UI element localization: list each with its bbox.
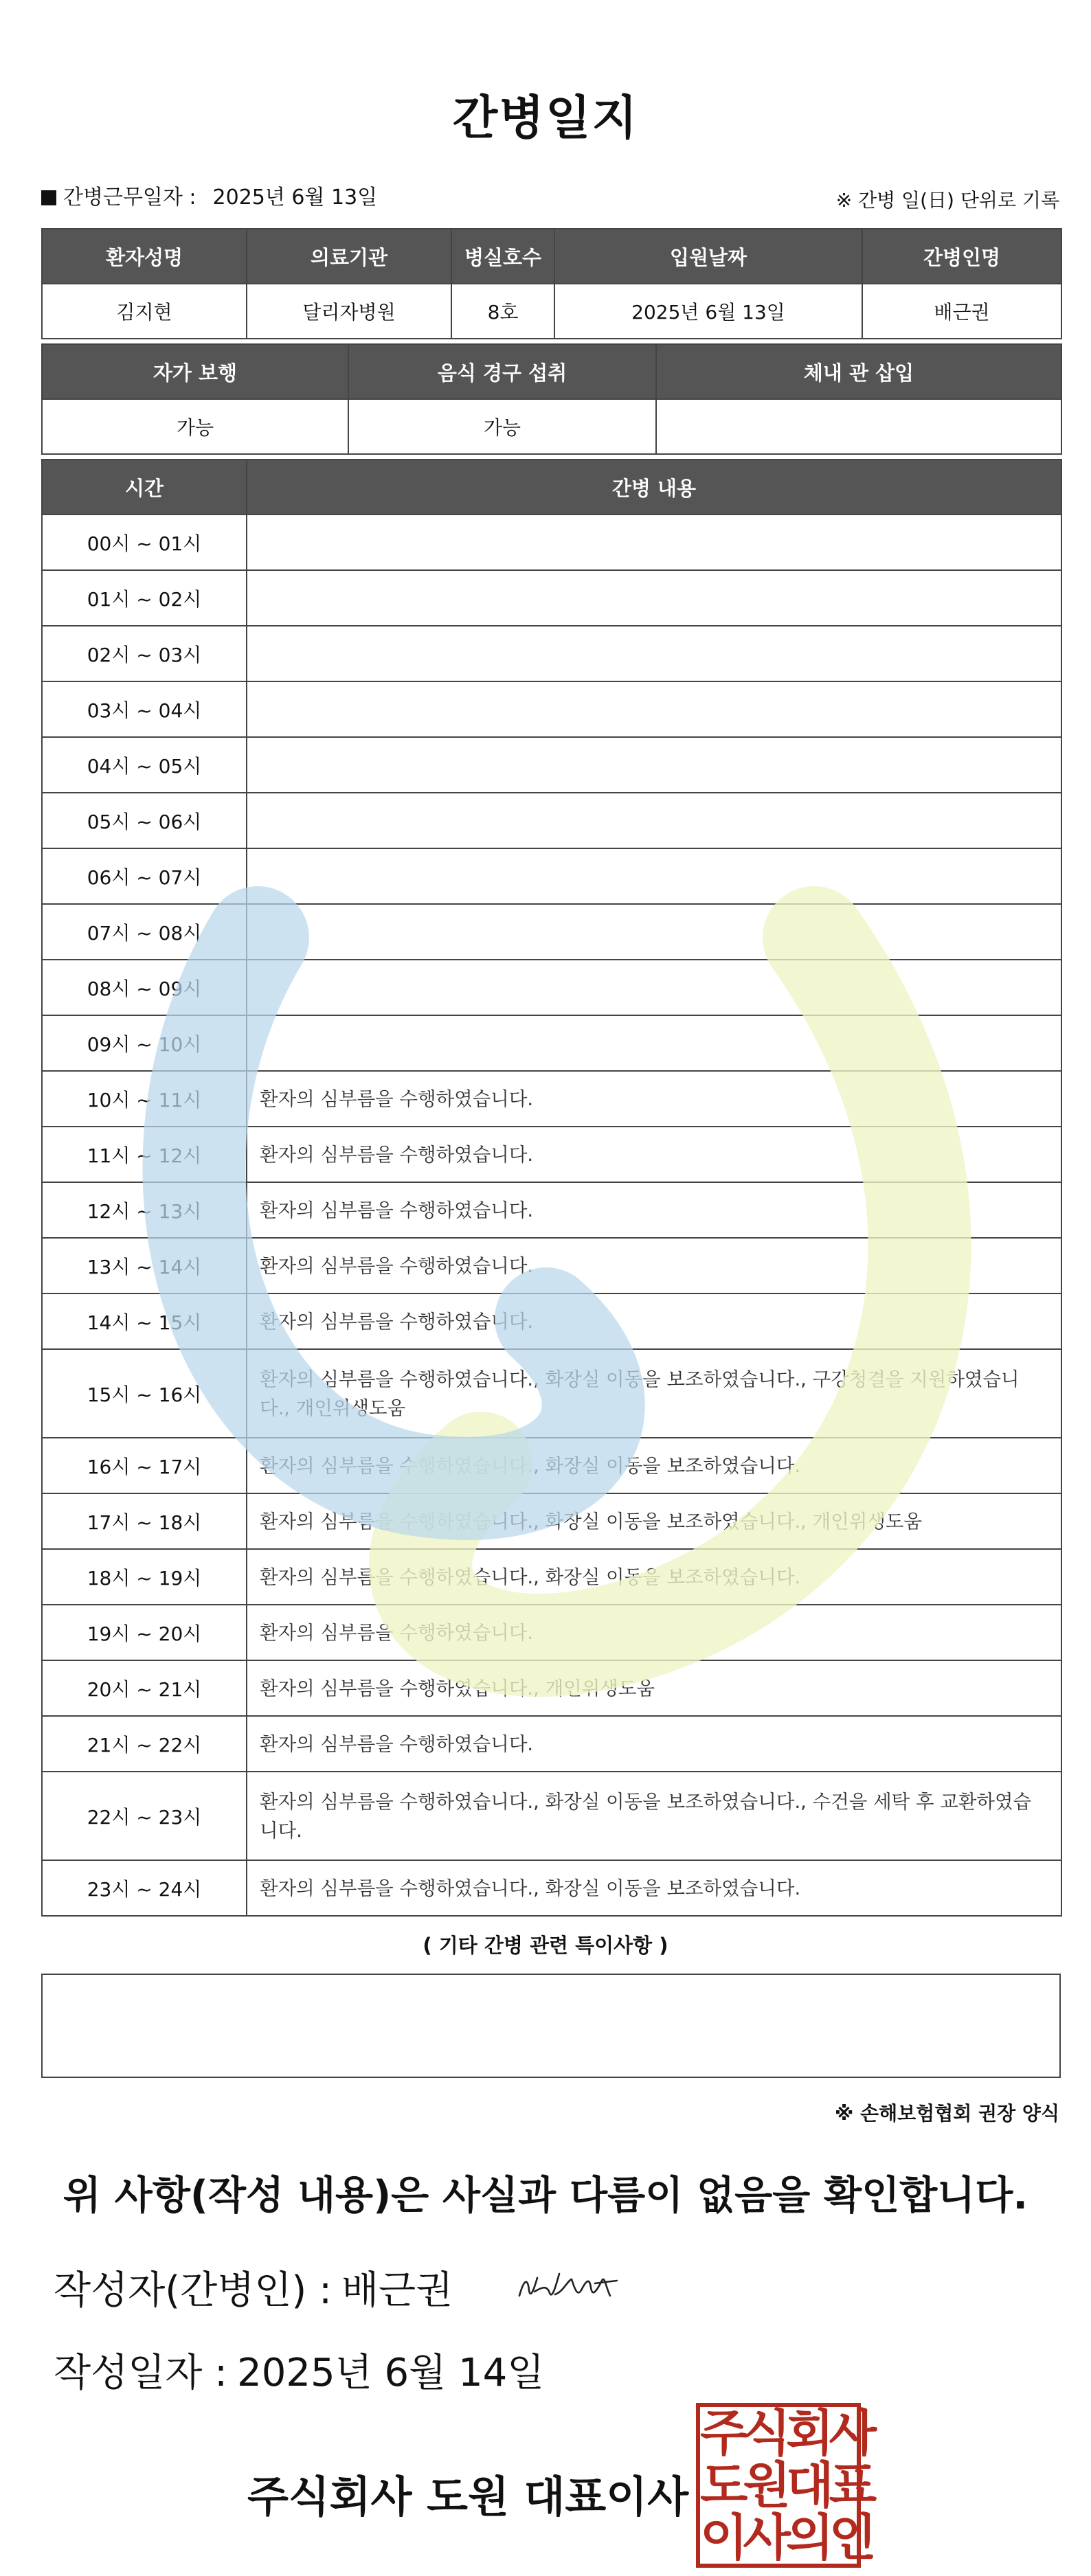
remarks-box: [41, 1974, 1061, 2078]
care-content: 환자의 심부름을 수행하였습니다., 화장실 이동을 보조하였습니다., 구강청결을 지원하였습니다., 개인위생도움: [247, 1349, 1061, 1438]
header-time: 시간: [42, 460, 247, 515]
care-content: 환자의 심부름을 수행하였습니다., 화장실 이동을 보조하였습니다.: [247, 1438, 1061, 1493]
time-slot: 07시 ~ 08시: [42, 904, 247, 960]
care-content: [247, 626, 1061, 681]
care-content: 환자의 심부름을 수행하였습니다.: [247, 1716, 1061, 1772]
capability-header-row: [42, 344, 1061, 399]
admission-date: 2025년 6월 13일: [554, 284, 862, 339]
writer-line: [54, 2260, 453, 2315]
record-unit-note: ※ 간병 일(日) 단위로 기록: [835, 189, 1059, 212]
time-slot: 01시 ~ 02시: [42, 570, 247, 626]
log-row: [42, 1605, 1061, 1660]
time-slot: 12시 ~ 13시: [42, 1182, 247, 1238]
care-content: [247, 904, 1061, 960]
care-content: [247, 737, 1061, 793]
log-row: [42, 1438, 1061, 1493]
log-header-row: [42, 460, 1061, 515]
time-slot: 00시 ~ 01시: [42, 515, 247, 570]
time-slot: 17시 ~ 18시: [42, 1493, 247, 1549]
log-row: [42, 793, 1061, 848]
log-row: [42, 1549, 1061, 1605]
header-caregiver-name: 간병인명: [862, 229, 1061, 284]
time-slot: 08시 ~ 09시: [42, 960, 247, 1015]
patient-header-row: [42, 229, 1061, 284]
care-content: 환자의 심부름을 수행하였습니다., 화장실 이동을 보조하였습니다.: [247, 1549, 1061, 1605]
log-row: [42, 960, 1061, 1015]
log-row: [42, 1127, 1061, 1182]
signature-image: [514, 2260, 631, 2315]
seal-line: 도원대표: [700, 2456, 873, 2514]
log-row: [42, 1238, 1061, 1293]
time-slot: 09시 ~ 10시: [42, 1015, 247, 1071]
care-content: 환자의 심부름을 수행하였습니다.: [247, 1127, 1061, 1182]
header-self-walking: 자가 보행: [42, 344, 348, 399]
patient-name: 김지현: [42, 284, 247, 339]
time-slot: 21시 ~ 22시: [42, 1716, 247, 1772]
patient-capability-table: [41, 343, 1062, 455]
log-row: [42, 570, 1061, 626]
care-content: [247, 570, 1061, 626]
time-slot: 13시 ~ 14시: [42, 1238, 247, 1293]
log-row: [42, 1293, 1061, 1349]
log-row: [42, 1349, 1061, 1438]
care-content: 환자의 심부름을 수행하였습니다., 개인위생도움: [247, 1660, 1061, 1716]
header-room: 병실호수: [451, 229, 554, 284]
company-seal-stamp: [696, 2403, 873, 2568]
time-slot: 04시 ~ 05시: [42, 737, 247, 793]
header-patient-name: 환자성명: [42, 229, 247, 284]
written-date-value: 2025년 6월 14일: [237, 2351, 545, 2395]
care-content: 환자의 심부름을 수행하였습니다., 화장실 이동을 보조하였습니다., 개인위생도움: [247, 1493, 1061, 1549]
confirmation-statement: 위 사항(작성 내용)은 사실과 다름이 없음을 확인합니다.: [63, 2173, 1028, 2218]
log-row: [42, 904, 1061, 960]
log-row: [42, 515, 1061, 570]
header-admission-date: 입원날짜: [554, 229, 862, 284]
care-content: 환자의 심부름을 수행하였습니다.: [247, 1293, 1061, 1349]
care-content: 환자의 심부름을 수행하였습니다.: [247, 1071, 1061, 1127]
care-log-table: [41, 459, 1062, 1917]
self-walking-value: 가능: [42, 399, 348, 454]
work-date-value: 2025년 6월 13일: [212, 185, 378, 210]
log-row: [42, 1015, 1061, 1071]
log-row: [42, 1182, 1061, 1238]
log-row: [42, 681, 1061, 737]
log-row: [42, 1860, 1061, 1916]
log-row: [42, 1660, 1061, 1716]
hospital-name: 달리자병원: [247, 284, 451, 339]
work-date: [41, 180, 377, 210]
writer-label: 작성자(간병인) :: [54, 2268, 332, 2313]
company-representative: 주식회사 도원 대표이사: [247, 2472, 689, 2522]
seal-line: 이사의인: [700, 2509, 873, 2566]
time-slot: 16시 ~ 17시: [42, 1438, 247, 1493]
care-content: [247, 848, 1061, 904]
header-hospital: 의료기관: [247, 229, 451, 284]
time-slot: 06시 ~ 07시: [42, 848, 247, 904]
time-slot: 15시 ~ 16시: [42, 1349, 247, 1438]
time-slot: 10시 ~ 11시: [42, 1071, 247, 1127]
time-slot: 05시 ~ 06시: [42, 793, 247, 848]
writer-name: 배근권: [341, 2268, 453, 2313]
document-title: 간병일지: [452, 91, 639, 146]
care-content: [247, 793, 1061, 848]
square-bullet-icon: [41, 190, 56, 205]
written-date-label: 작성일자 :: [54, 2351, 228, 2395]
recommended-form-note: ※ 손해보험협회 권장 양식: [835, 2102, 1059, 2125]
remarks-heading: ( 기타 간병 관련 특이사항 ): [423, 1934, 668, 1957]
header-tube-insertion: 체내 관 삽입: [656, 344, 1061, 399]
time-slot: 19시 ~ 20시: [42, 1605, 247, 1660]
time-slot: 11시 ~ 12시: [42, 1127, 247, 1182]
log-row: [42, 848, 1061, 904]
header-oral-intake: 음식 경구 섭취: [348, 344, 656, 399]
log-row: [42, 1716, 1061, 1772]
time-slot: 18시 ~ 19시: [42, 1549, 247, 1605]
work-date-label: 간병근무일자 :: [63, 185, 196, 210]
oral-intake-value: 가능: [348, 399, 656, 454]
patient-info-table: [41, 228, 1062, 339]
log-row: [42, 1772, 1061, 1860]
time-slot: 03시 ~ 04시: [42, 681, 247, 737]
caregiver-name: 배근권: [862, 284, 1061, 339]
room-number: 8호: [451, 284, 554, 339]
time-slot: 14시 ~ 15시: [42, 1293, 247, 1349]
patient-value-row: [42, 284, 1061, 339]
capability-value-row: [42, 399, 1061, 454]
log-row: [42, 1071, 1061, 1127]
care-content: 환자의 심부름을 수행하였습니다.: [247, 1238, 1061, 1293]
care-content: 환자의 심부름을 수행하였습니다.: [247, 1605, 1061, 1660]
seal-line: 주식회사: [700, 2404, 873, 2462]
care-content: 환자의 심부름을 수행하였습니다., 화장실 이동을 보조하였습니다.: [247, 1860, 1061, 1916]
care-content: 환자의 심부름을 수행하였습니다., 화장실 이동을 보조하였습니다., 수건을 세탁 후 교환하였습니다.: [247, 1772, 1061, 1860]
time-slot: 20시 ~ 21시: [42, 1660, 247, 1716]
time-slot: 02시 ~ 03시: [42, 626, 247, 681]
care-content: [247, 515, 1061, 570]
care-content: 환자의 심부름을 수행하였습니다.: [247, 1182, 1061, 1238]
written-date-line: [54, 2342, 544, 2397]
tube-insertion-value: [656, 399, 1061, 454]
care-content: [247, 960, 1061, 1015]
care-content: [247, 681, 1061, 737]
log-row: [42, 626, 1061, 681]
header-care-content: 간병 내용: [247, 460, 1061, 515]
time-slot: 23시 ~ 24시: [42, 1860, 247, 1916]
log-row: [42, 1493, 1061, 1549]
log-row: [42, 737, 1061, 793]
time-slot: 22시 ~ 23시: [42, 1772, 247, 1860]
care-content: [247, 1015, 1061, 1071]
